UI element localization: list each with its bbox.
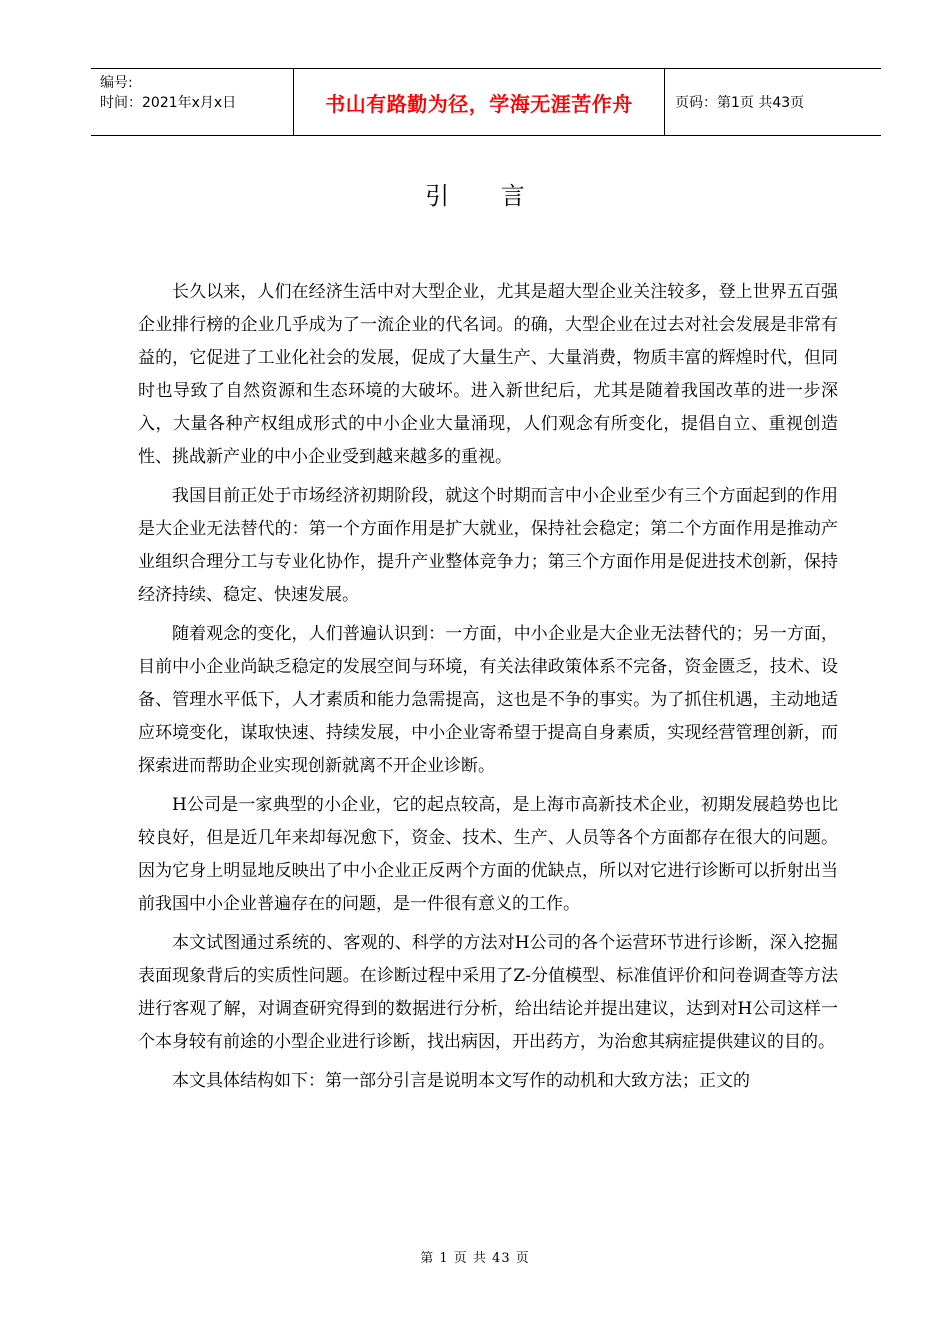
document-time-label: 时间：2021年x月x日 [100,95,237,111]
page-title: 引 言 [425,182,547,210]
document-body [138,276,838,1104]
paragraph: 长久以来，人们在经济生活中对大型企业，尤其是超大型企业关注较多，登上世界五百强企业排行榜的企业几乎成为了一流企业的代名词。的确，大型企业在过去对社会发展是非常有益的，它促进了工业化社会的发展，促成了大量生产、大量消费，物质丰富的辉煌时代，但同时也导致了自然资源和生态环境的大破坏。进入新世纪后，尤其是随着我国改革的进一步深入，大量各种产权组成形式的中小企业大量涌现，人们观念有所变化，提倡自立、重视创造性、挑战新产业的中小企业受到越来越多的重视。 [138,282,838,467]
paragraph: 我国目前正处于市场经济初期阶段，就这个时期而言中小企业至少有三个方面起到的作用是大企业无法替代的：第一个方面作用是扩大就业，保持社会稳定；第二个方面作用是推动产业组织合理分工与专业化协作，提升产业整体竞争力；第三个方面作用是促进技术创新，保持经济持续、稳定、快速发展。 [138,486,838,605]
document-number-label: 编号: [100,75,133,91]
paragraph: 本文具体结构如下：第一部分引言是说明本文写作的动机和大致方法；正文的 [172,1071,750,1091]
paragraph: H公司是一家典型的小企业，它的起点较高，是上海市高新技术企业，初期发展趋势也比较良好，但是近几年来却每况愈下，资金、技术、生产、人员等各个方面都存在很大的问题。因为它身上明显地反映出了中小企业正反两个方面的优缺点，所以对它进行诊断可以折射出当前我国中小企业普遍存在的问题，是一件很有意义的工作。 [138,795,838,914]
header-page-cell [665,69,881,135]
paragraph: 本文试图通过系统的、客观的、科学的方法对H公司的各个运营环节进行诊断，深入挖掘表面现象背后的实质性问题。在诊断过程中采用了Z-分值模型、标准值评价和问卷调查等方法进行客观了解，对调查研究得到的数据进行分析，给出结论并提出建议，达到对H公司这样一个本身较有前途的小型企业进行诊断，找出病因，开出药方，为治愈其病症提供建议的目的。 [138,933,838,1052]
header-page-label: 页码：第1页 共43页 [675,95,805,111]
page-footer: 第 1 页 共 43 页 [420,1251,530,1266]
header-motto: 书山有路勤为径，学海无涯苦作舟 [325,91,633,116]
header-motto-cell [293,69,665,135]
paragraph: 随着观念的变化，人们普遍认识到：一方面，中小企业是大企业无法替代的；另一方面，目前中小企业尚缺乏稳定的发展空间与环境，有关法律政策体系不完备，资金匮乏，技术、设备、管理水平低下，人才素质和能力急需提高，这也是不争的事实。为了抓住机遇，主动地适应环境变化，谋取快速、持续发展，中小企业寄希望于提高自身素质，实现经营管理创新，而探索进而帮助企业实现创新就离不开企业诊断。 [138,624,838,776]
header-meta [91,69,293,135]
page-header [91,68,881,136]
